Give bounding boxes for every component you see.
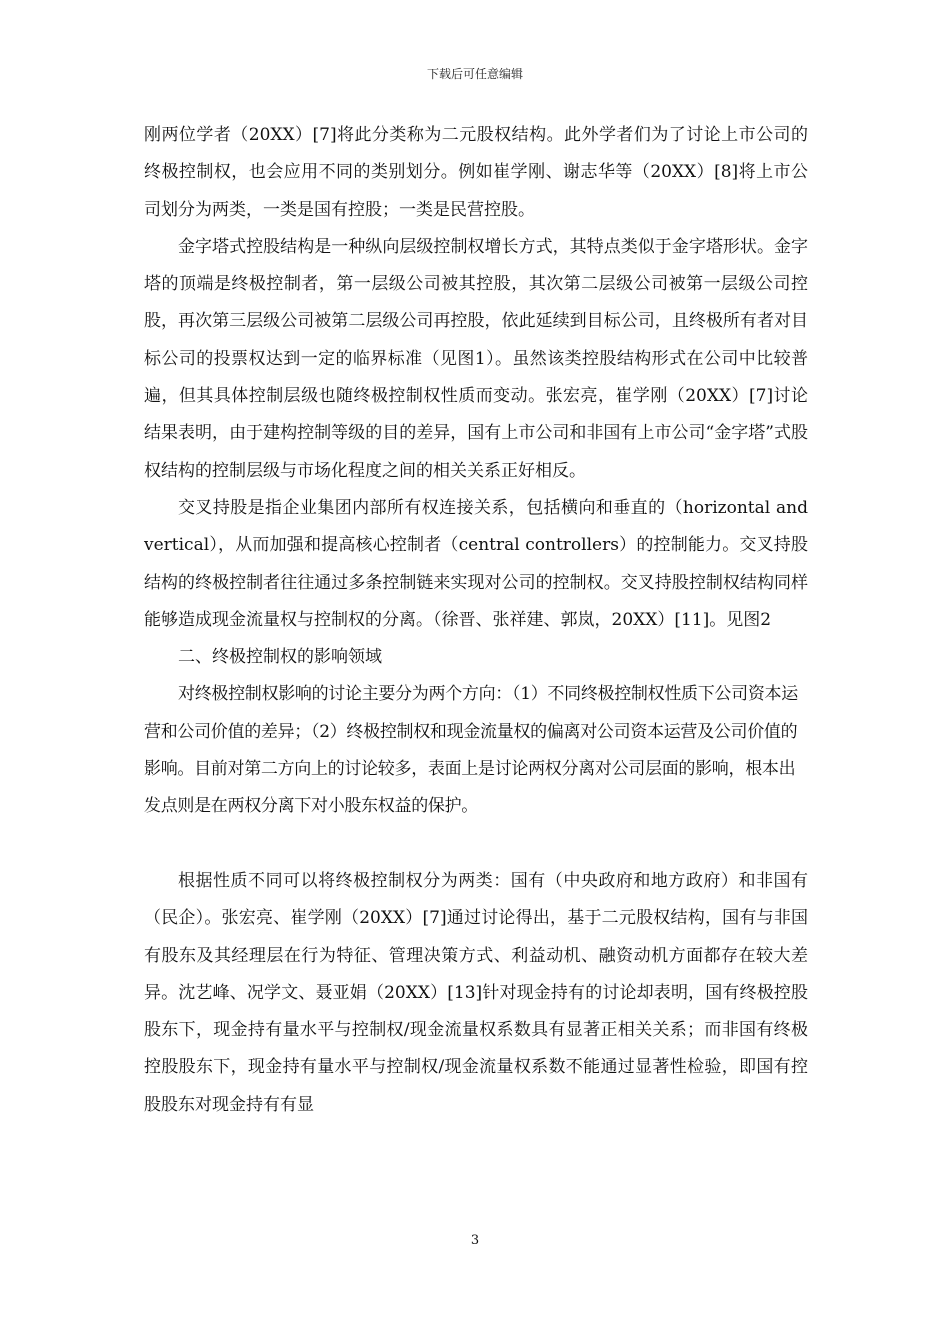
paragraph-influence-directions: 对终极控制权影响的讨论主要分为两个方向：（1）不同终极控制权性质下公司资本运营和公司价值的差异；（2）终极控制权和现金流量权的偏离对公司资本运营及公司价值的影响。目前对第二方向上的讨论较多，表面上是讨论两权分离对公司层面的影响，根本出发点则是在两权分离下对小股东权益的保护。 [144, 684, 798, 817]
paragraph-continued-classification: 刚两位学者（20XX）[7]将此分类称为二元股权结构。此外学者们为了讨论上市公司的终极控制权，也会应用不同的类别划分。例如崔学刚、谢志华等（20XX）[8]将上市公司划分为两类，一类是国有控股；一类是民营控股。 [144, 125, 808, 220]
paragraph-ownership-nature: 根据性质不同可以将终极控制权分为两类：国有（中央政府和地方政府）和非国有（民企）。张宏亮、崔学刚（20XX）[7]通过讨论得出，基于二元股权结构，国有与非国有股东及其经理层在行为特征、管理决策方式、利益动机、融资动机方面都存在较大差异。沈艺峰、况学文、聂亚娟（20XX）[13]针对现金持有的讨论却表明，国有终极控股股东下，现金持有量水平与控制权/现金流量权系数具有显著正相关关系；而非国有终极控股股东下，现金持有量水平与控制权/现金流量权系数不能通过显著性检验，即国有控股股东对现金持有有显 [144, 870, 808, 1115]
paragraph-pyramid-structure: 金字塔式控股结构是一种纵向层级控制权增长方式，其特点类似于金字塔形状。金字塔的顶端是终极控制者，第一层级公司被其控股，其次第二层级公司被第一层级公司控股，再次第三层级公司被第二层级公司再控股，依此延续到目标公司，且终极所有者对目标公司的投票权达到一定的临界标准（见图1）。虽然该类控股结构形式在公司中比较普遍，但其具体控制层级也随终极控制权性质而变动。张宏亮，崔学刚（20XX）[7]讨论结果表明，由于建构控制等级的目的差异，国有上市公司和非国有上市公司“金字塔”式股权结构的控制层级与市场化程度之间的相关关系正好相反。 [144, 236, 808, 481]
section-heading-influence: 二、终极控制权的影响领域 [178, 647, 382, 668]
page-number: 3 [470, 1233, 480, 1248]
page-header-note: 下载后可任意编辑 [426, 67, 523, 81]
document-body [144, 117, 808, 1124]
paragraph-cross-holding: 交叉持股是指企业集团内部所有权连接关系，包括横向和垂直的（horizontal and vertical），从而加强和提高核心控制者（central controllers）的控制能力。交叉持股结构的终极控制者往往通过多条控制链来实现对公司的控制权。交叉持股控制权结构同样能够造成现金流量权与控制权的分离。（徐晋、张祥建、郭岚，20XX）[11]。见图2 [144, 497, 808, 630]
